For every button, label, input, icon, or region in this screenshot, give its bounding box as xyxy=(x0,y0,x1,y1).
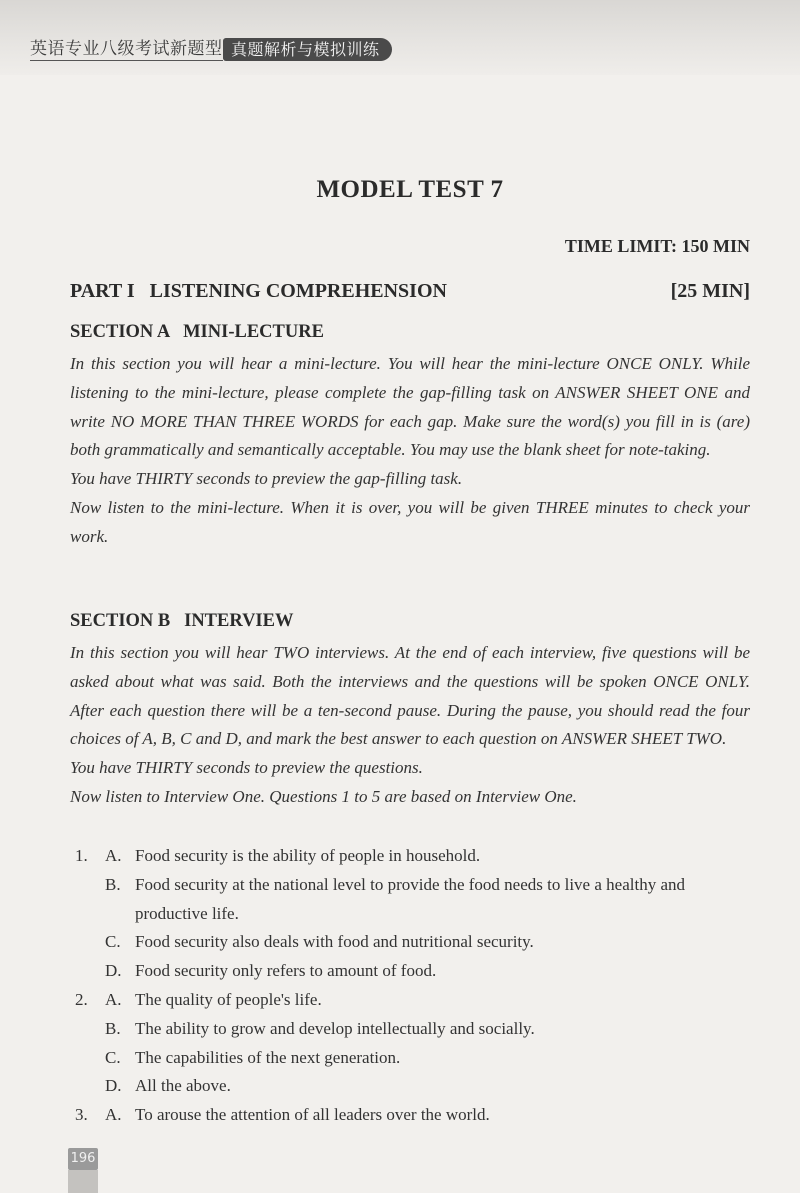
option-text: Food security also deals with food and nutritional security. xyxy=(135,932,534,952)
question-item xyxy=(70,1101,750,1130)
option-line xyxy=(70,1044,750,1073)
option-letter: C. xyxy=(105,932,121,952)
option-text: The ability to grow and develop intellectually and socially. xyxy=(135,1018,535,1038)
page-edge-tab xyxy=(68,1170,98,1193)
section-a-heading: SECTION A MINI-LECTURE xyxy=(70,322,324,342)
option-letter: A. xyxy=(105,989,122,1009)
question-list xyxy=(70,842,750,1130)
section-b-paragraph: In this section you will hear TWO interviews. At the end of each interview, five questions will be asked about what was said. Both the interviews and the questions will be spoken ONCE ONLY. After each question there will be a ten-second pause. During the pause, you should read the four choices of A, B, C and D, and mark the best answer to each question on ANSWER SHEET TWO. xyxy=(70,643,750,749)
section-b-paragraph: Now listen to Interview One. Questions 1 to 5 are based on Interview One. xyxy=(70,786,577,806)
option-text: To arouse the attention of all leaders over the world. xyxy=(135,1105,490,1125)
section-a-instructions xyxy=(70,350,750,552)
section-a-paragraph: In this section you will hear a mini-lecture. You will hear the mini-lecture ONCE ONLY. While listening to the mini-lecture, please complete the gap-filling task on ANSWER SHEET ONE and write NO MORE THAN THREE WORDS for each gap. Make sure the word(s) you fill in is (are) both grammatically and semantically acceptable. You may use the blank sheet for note-taking. xyxy=(70,354,750,460)
option-letter: B. xyxy=(105,874,121,894)
option-letter: B. xyxy=(105,1018,121,1038)
section-a-paragraph: Now listen to the mini-lecture. When it is over, you will be given THREE minutes to check your work. xyxy=(70,497,750,546)
option-line xyxy=(70,1101,750,1130)
question-number: 3. xyxy=(75,1105,88,1125)
question-number: 1. xyxy=(75,846,88,865)
option-text: Food security at the national level to provide the food needs to live a healthy and productive life. xyxy=(135,874,685,923)
option-text: The quality of people's life. xyxy=(135,989,322,1009)
option-letter: A. xyxy=(105,846,122,865)
option-text: All the above. xyxy=(135,1076,231,1096)
question-item xyxy=(70,986,750,1101)
option-text: The capabilities of the next generation. xyxy=(135,1047,401,1067)
part-title: PART I LISTENING COMPREHENSION xyxy=(70,280,447,302)
time-limit: TIME LIMIT: 150 MIN xyxy=(564,236,750,256)
option-line xyxy=(70,957,750,986)
option-letter: A. xyxy=(105,1105,122,1125)
question-number: 2. xyxy=(75,989,88,1009)
book-title: 英语专业八级考试新题型 xyxy=(30,39,223,59)
part-heading xyxy=(70,280,750,303)
option-line xyxy=(70,1015,750,1044)
option-letter: D. xyxy=(105,961,122,981)
section-b-instructions xyxy=(70,639,750,812)
part-minutes: [25 MIN] xyxy=(670,280,750,302)
test-title: MODEL TEST 7 xyxy=(316,176,504,203)
option-line xyxy=(70,1072,750,1101)
section-a-paragraph: You have THIRTY seconds to preview the gap-filling task. xyxy=(70,469,463,489)
option-line xyxy=(70,986,750,1015)
question-item xyxy=(70,842,750,986)
option-letter: D. xyxy=(105,1076,122,1096)
option-line xyxy=(70,928,750,957)
option-text: Food security is the ability of people in household. xyxy=(135,846,481,865)
page-number: 196 xyxy=(68,1148,98,1170)
option-line xyxy=(70,871,750,929)
option-text: Food security only refers to amount of food. xyxy=(135,961,437,981)
option-letter: C. xyxy=(105,1047,121,1067)
book-subtitle-badge: 真题解析与模拟训练 xyxy=(223,38,392,61)
section-b-paragraph: You have THIRTY seconds to preview the questions. xyxy=(70,758,423,778)
section-b-heading: SECTION B INTERVIEW xyxy=(70,611,294,631)
option-line xyxy=(70,842,750,871)
